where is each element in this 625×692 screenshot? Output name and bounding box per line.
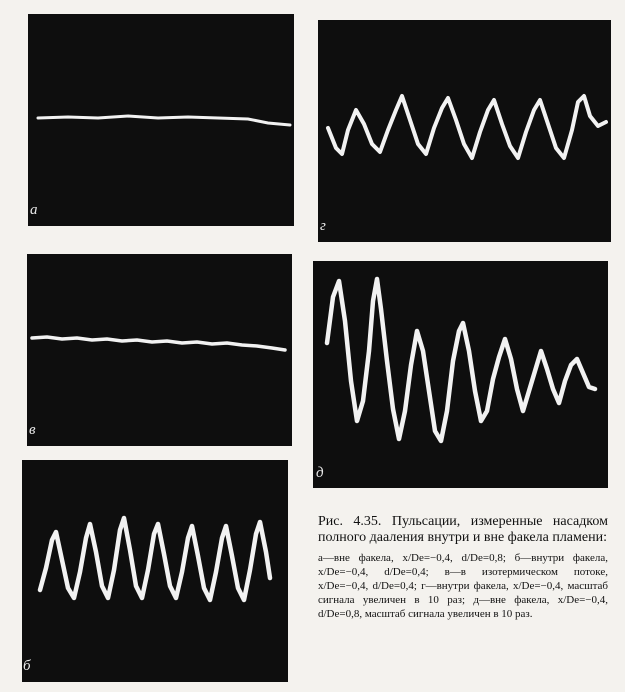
oscillogram-v-trace xyxy=(32,337,285,350)
oscillogram-d-plot xyxy=(313,261,608,488)
oscillogram-b-plot xyxy=(22,460,288,682)
caption-body: а—вне факела, x/De=−0,4, d/De=0,8; б—внутри факела, x/De=−0,4, d/De=0,4; в—в изотермическом потоке, x/De=−0,4, d/De=0,4; г—внутри факела, x/De=−0,4, масштаб сигнала увеличен в 10 раз; д—вне факела, x/De=−0,4, d/De=0,8, масштаб сигнала увеличен в 10 раз. xyxy=(318,552,608,620)
oscillogram-g-trace xyxy=(328,96,606,158)
panel-label-g: г xyxy=(320,218,326,234)
figure-caption xyxy=(318,514,608,621)
oscillogram-d xyxy=(313,261,608,488)
oscillogram-a xyxy=(28,14,294,226)
oscillogram-g-plot xyxy=(318,20,611,242)
panel-label-a: а xyxy=(30,202,38,218)
oscillogram-a-trace xyxy=(38,116,290,125)
caption-title: Рис. 4.35. Пульсации, измеренные насадком полного дааления внутри и вне факела пламени: xyxy=(318,514,608,545)
oscillogram-g xyxy=(318,20,611,242)
panel-label-d: д xyxy=(316,465,324,481)
oscillogram-b-trace xyxy=(40,518,270,600)
panel-label-v: в xyxy=(29,422,36,438)
panel-label-b: б xyxy=(23,658,31,674)
oscillogram-a-plot xyxy=(28,14,294,226)
oscillogram-d-trace xyxy=(327,279,595,441)
oscillogram-b xyxy=(22,460,288,682)
oscillogram-v xyxy=(27,254,292,446)
oscillogram-v-plot xyxy=(27,254,292,446)
